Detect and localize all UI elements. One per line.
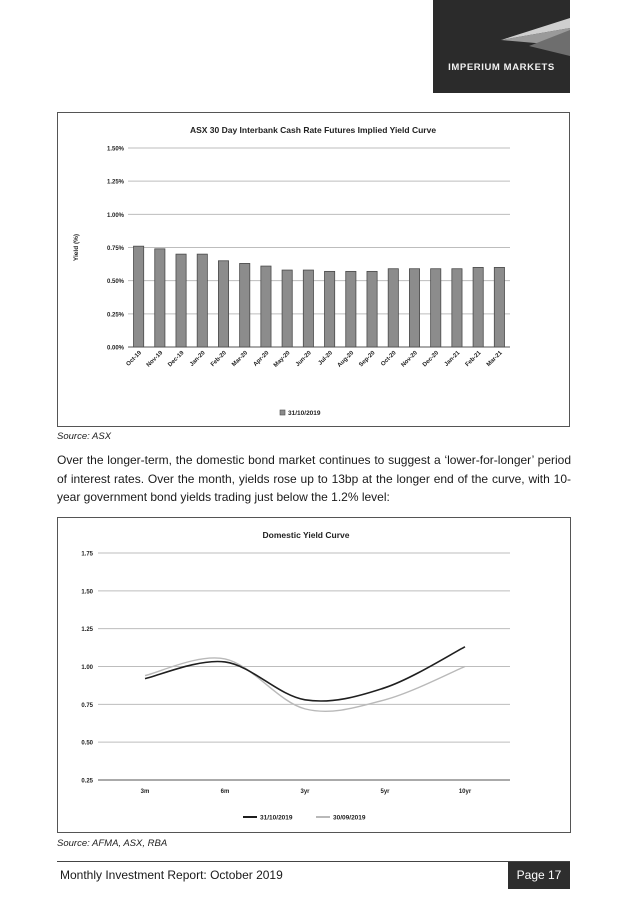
chart1-x-tick-label: Mar-20 — [231, 350, 250, 369]
chart1-bar — [240, 263, 250, 347]
chart1-y-tick-label: 0.50% — [106, 279, 124, 286]
chart1-bar — [155, 249, 165, 347]
chart1-legend-swatch — [280, 410, 285, 415]
chart1-legend-label: 31/10/2019 — [288, 410, 321, 417]
chart1-title: ASX 30 Day Interbank Cash Rate Futures Implied Yield Curve — [189, 125, 437, 135]
chart2-y-tick-label: 1.50 — [81, 589, 93, 596]
body-paragraph: Over the longer-term, the domestic bond market continues to suggest a ‘lower-for-longer’ period of interest rates. Over the month, yields rose up to 13bp at the longer end of the curve, with 10-year government bond yields trading just below the 1.2% level: — [57, 453, 571, 504]
chart2-series-line-2 — [145, 658, 465, 711]
chart1-x-tick-label: Jan-20 — [189, 350, 207, 368]
chart1-x-tick-label: Jan-21 — [443, 350, 462, 368]
chart1-y-tick-label: 1.25% — [106, 179, 124, 186]
domestic-yield-curve-chart — [57, 517, 571, 833]
chart2-y-tick-label: 1.25 — [81, 627, 93, 634]
chart2-y-tick-label: 0.75 — [81, 702, 93, 709]
chart1-y-tick-label: 0.25% — [106, 312, 124, 319]
page-number: Page 17 — [508, 862, 570, 889]
chart2-y-tick-label: 0.25 — [81, 778, 93, 785]
chart1-x-tick-label: Feb-21 — [464, 350, 483, 369]
chart1-x-tick-label: Feb-20 — [209, 350, 228, 369]
cash-rate-futures-chart-svg — [58, 113, 569, 426]
chart1-x-tick-label: Mar-21 — [485, 350, 504, 369]
chart1-x-tick-label: Sep-20 — [358, 350, 377, 369]
chart2-y-tick-label: 0.50 — [81, 740, 93, 747]
logo-mark-icon — [433, 0, 570, 93]
chart2-x-tick-label: 10yr — [458, 789, 472, 795]
chart1-bar — [176, 254, 186, 347]
chart2-x-tick-label: 3yr — [300, 789, 310, 795]
chart2-x-tick-label: 3m — [140, 789, 150, 795]
chart1-bar — [134, 246, 144, 347]
chart1-x-tick-label: Jul-20 — [317, 350, 335, 367]
chart1-x-tick-label: Jun-20 — [294, 350, 313, 369]
chart1-bar — [473, 267, 483, 347]
chart1-x-tick-label: Oct-19 — [125, 350, 144, 368]
chart2-x-tick-label: 6m — [220, 789, 230, 795]
chart1-bar — [303, 270, 313, 347]
chart1-x-tick-label: May-20 — [272, 350, 292, 369]
logo-text: IMPERIUM MARKETS — [448, 62, 555, 73]
chart1-x-tick-label: Dec-20 — [421, 350, 441, 369]
chart1-y-tick-label: 0.00% — [106, 345, 124, 352]
chart2-series-line-1 — [145, 647, 465, 701]
chart1-y-tick-label: 1.50% — [106, 146, 124, 153]
chart1-bar — [218, 261, 228, 347]
chart1-bar — [494, 267, 504, 347]
cash-rate-futures-chart — [57, 112, 570, 427]
chart2-legend-label: 31/10/2019 — [260, 814, 293, 822]
chart2-x-tick-label: 5yr — [380, 789, 390, 795]
chart1-source: Source: ASX — [57, 431, 112, 442]
chart1-x-tick-label: Nov-19 — [145, 350, 165, 369]
chart1-bar — [388, 269, 398, 347]
chart2-legend-label: 30/09/2019 — [333, 814, 366, 822]
chart1-bar — [282, 270, 292, 347]
chart2-y-tick-label: 1.00 — [81, 665, 93, 671]
chart1-y-tick-label: 1.00% — [106, 212, 124, 219]
chart1-x-tick-label: Aug-20 — [336, 350, 356, 369]
chart1-y-tick-label: 0.75% — [106, 246, 124, 252]
chart1-bar — [367, 271, 377, 347]
chart1-bar — [325, 271, 335, 347]
chart1-x-tick-label: Dec-19 — [167, 350, 186, 369]
chart1-bar — [431, 269, 441, 347]
chart1-bar — [197, 254, 207, 347]
footer-title: Monthly Investment Report: October 2019 — [60, 868, 283, 882]
domestic-yield-curve-chart-svg — [58, 518, 570, 832]
chart1-bar — [409, 269, 419, 347]
chart2-y-tick-label: 1.75 — [81, 551, 93, 558]
chart1-bar — [261, 266, 271, 347]
chart1-bar — [346, 271, 356, 347]
chart2-source: Source: AFMA, ASX, RBA — [57, 838, 168, 849]
chart1-x-tick-label: Apr-20 — [252, 350, 271, 368]
chart1-y-axis-label: Yield (%) — [73, 233, 80, 262]
chart2-title: Domestic Yield Curve — [262, 530, 350, 540]
footer-divider — [57, 861, 570, 862]
company-logo — [433, 0, 570, 93]
chart1-x-tick-label: Oct-20 — [380, 350, 398, 368]
chart1-x-tick-label: Nov-20 — [400, 350, 419, 369]
chart1-bar — [452, 269, 462, 347]
